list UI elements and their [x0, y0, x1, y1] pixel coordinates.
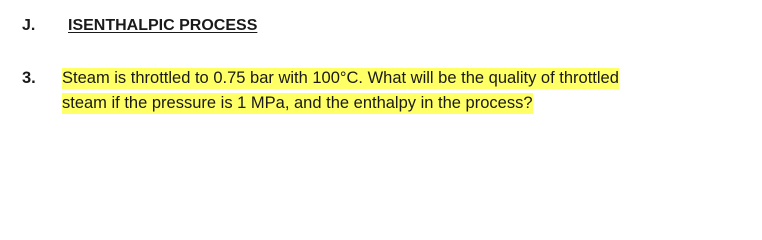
question-text: [62, 66, 752, 116]
question-number: 3.: [22, 69, 36, 87]
question-text-line-2: steam if the pressure is 1 MPa, and the enthalpy in the process?: [62, 94, 533, 112]
section-heading: [22, 16, 257, 36]
question-text-line-1: Steam is throttled to 0.75 bar with 100°C. What will be the quality of throttled: [62, 69, 619, 87]
section-title: ISENTHALPIC PROCESS: [68, 17, 258, 34]
question-item: [22, 66, 752, 116]
section-letter: J.: [22, 17, 36, 34]
